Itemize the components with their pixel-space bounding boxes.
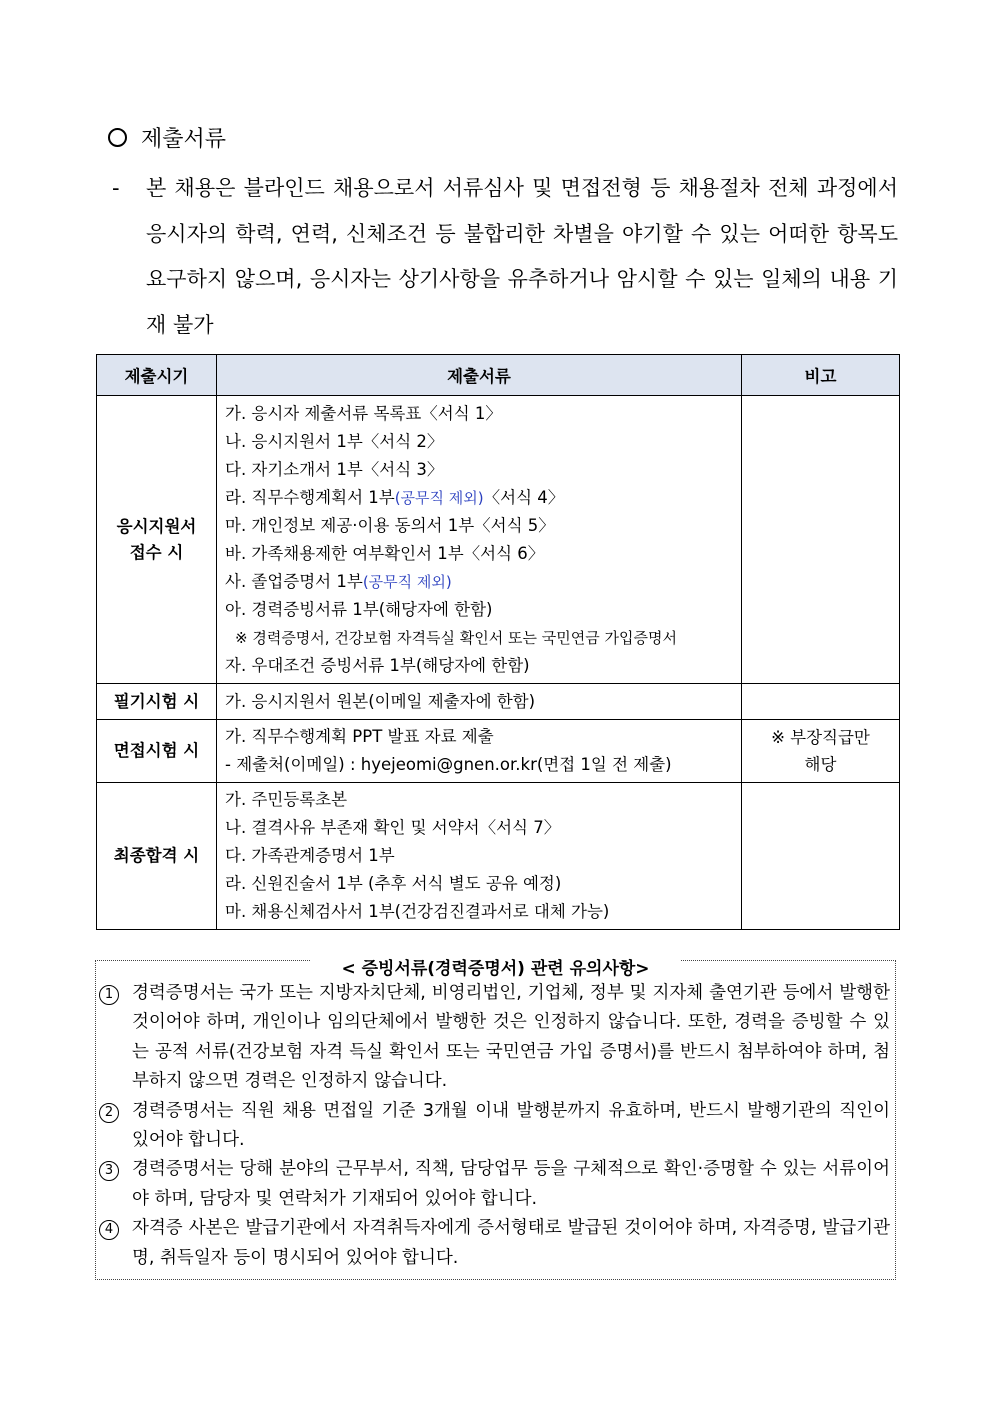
intro-text: 본 채용은 블라인드 채용으로서 서류심사 및 면접전형 등 채용절차 전체 과정에서 응시자의 학력, 연력, 신체조건 등 불합리한 차별을 야기할 수 있는 어떠한 항목도 요구하지 않으며, 응시자는 상기사항을 유추하거나 암시할 수 있는 일체의 내용 기재 불가: [146, 176, 898, 337]
form-reference: 〈서식 4〉: [483, 487, 565, 507]
dash-marker: -: [112, 176, 120, 200]
row-category: [97, 684, 217, 720]
item-text: 가. 주민등록초본: [225, 790, 348, 809]
document-item: [225, 870, 733, 898]
notice-list: [99, 979, 890, 1273]
category-text: 필기시험 시: [113, 691, 200, 711]
item-text: 바. 가족채용제한 여부확인서 1부〈서식 6〉: [225, 543, 545, 563]
notice-box: [95, 960, 896, 1280]
row-category: [97, 396, 217, 684]
table-row: [97, 720, 900, 783]
document-item: [225, 814, 733, 842]
item-text: 가. 응시자 제출서류 목록표〈서식 1〉: [225, 403, 502, 423]
item-text: 가. 응시지원서 원본(이메일 제출자에 한함): [225, 691, 536, 711]
notice-item: [99, 1097, 890, 1156]
notice-text: 경력증명서는 국가 또는 지방자치단체, 비영리법인, 기업체, 정부 및 지자체 출연기관 등에서 발행한 것이어야 하며, 개인이나 임의단체에서 발행한 것은 인정하지 않습니다. 또한, 경력을 증빙할 수 있는 공적 서류(건강보험 자격 득실 확인서 또는 국민연금 가입 증명서)를 반드시 첨부하여야 하며, 첨부하지 않으면 경력은 인정하지 않습니다.: [132, 983, 890, 1092]
remark-text: 해당: [804, 755, 837, 774]
documents-table: [96, 354, 900, 930]
notice-item: [99, 1214, 890, 1273]
notice-text: 경력증명서는 당해 분야의 근무부서, 직책, 담당업무 등을 구체적으로 확인·증명할 수 있는 서류이어야 하며, 담당자 및 연락처가 기재되어 있어야 합니다.: [132, 1159, 890, 1209]
document-item: [225, 786, 733, 814]
item-text: 사. 졸업증명서 1부: [225, 571, 363, 591]
row-documents: [217, 396, 742, 684]
notice-text: 자격증 사본은 발급기관에서 자격취득자에게 증서형태로 발급된 것이어야 하며, 자격증명, 발급기관명, 취득일자 등이 명시되어 있어야 합니다.: [132, 1218, 890, 1268]
header-documents: 제출서류: [217, 355, 742, 396]
header-timing: 제출시기: [97, 355, 217, 396]
table-header-row: [97, 355, 900, 396]
row-category: [97, 720, 217, 783]
document-item: [225, 484, 733, 512]
circled-number-icon: 1: [99, 985, 119, 1005]
notice-text: 경력증명서는 직원 채용 면접일 기준 3개월 이내 발행분까지 유효하며, 반드시 발행기관의 직인이 있어야 합니다.: [132, 1100, 890, 1151]
section-title: 제출서류: [141, 127, 227, 152]
row-documents: [217, 720, 742, 783]
document-item: [225, 596, 733, 624]
row-remark: [742, 684, 900, 720]
table-row: [97, 396, 900, 684]
category-text: 최종합격 시: [113, 846, 200, 865]
notice-title: < 증빙서류(경력증명서) 관련 유의사항>: [311, 959, 679, 979]
row-remark: [742, 396, 900, 684]
document-item: [225, 652, 733, 680]
item-text: - 제출처(이메일) : hyejeomi@gnen.or.kr(면접 1일 전 제출): [225, 755, 672, 774]
item-text: 나. 응시지원서 1부〈서식 2〉: [225, 431, 444, 451]
intro-paragraph: [112, 166, 898, 348]
document-item: [225, 723, 733, 751]
document-item: [225, 898, 733, 926]
item-text: 가. 직무수행계획 PPT 발표 자료 제출: [225, 727, 494, 746]
item-text: 아. 경력증빙서류 1부(해당자에 한함): [225, 599, 493, 619]
item-text: 라. 신원진술서 1부 (추후 서식 별도 공유 예정): [225, 874, 562, 893]
item-text: 다. 가족관계증명서 1부: [225, 846, 395, 865]
row-remark: [742, 783, 900, 930]
document-item: [225, 400, 733, 428]
row-documents: [217, 783, 742, 930]
document-note: [225, 624, 733, 652]
item-text: 마. 채용신체검사서 1부(건강검진결과서로 대체 가능): [225, 902, 610, 921]
section-heading: [108, 122, 226, 153]
table-row: [97, 783, 900, 930]
item-text: 라. 직무수행계획서 1부: [225, 487, 395, 507]
item-text: 마. 개인정보 제공·이용 동의서 1부〈서식 5〉: [225, 515, 555, 535]
notice-item: [99, 1155, 890, 1214]
circle-bullet-icon: [108, 128, 127, 147]
item-text: 자. 우대조건 증빙서류 1부(해당자에 한함): [225, 655, 530, 675]
document-item: [225, 540, 733, 568]
document-item: [225, 512, 733, 540]
circled-number-icon: 2: [99, 1103, 119, 1123]
item-text: ※ 경력증명서, 건강보험 자격득실 확인서 또는 국민연금 가입증명서: [235, 628, 677, 647]
item-text: 나. 결격사유 부존재 확인 및 서약서〈서식 7〉: [225, 818, 561, 837]
table-row: [97, 684, 900, 720]
row-category: [97, 783, 217, 930]
document-item: [225, 688, 733, 716]
document-item: [225, 568, 733, 596]
document-item: [225, 842, 733, 870]
header-remarks: 비고: [742, 355, 900, 396]
category-text: 면접시험 시: [113, 741, 200, 760]
remark-text: ※ 부장직급만: [771, 728, 870, 747]
circled-number-icon: 4: [99, 1220, 119, 1240]
exclusion-note: (공무직 제외): [362, 572, 452, 591]
document-item: [225, 751, 733, 779]
notice-item: [99, 979, 890, 1097]
document-item: [225, 456, 733, 484]
category-text: 응시지원서: [116, 516, 197, 536]
item-text: 다. 자기소개서 1부〈서식 3〉: [225, 459, 444, 479]
category-text: 접수 시: [129, 542, 184, 562]
circled-number-icon: 3: [99, 1161, 119, 1181]
exclusion-note: (공무직 제외): [394, 488, 484, 507]
document-item: [225, 428, 733, 456]
row-documents: [217, 684, 742, 720]
row-remark: [742, 720, 900, 783]
